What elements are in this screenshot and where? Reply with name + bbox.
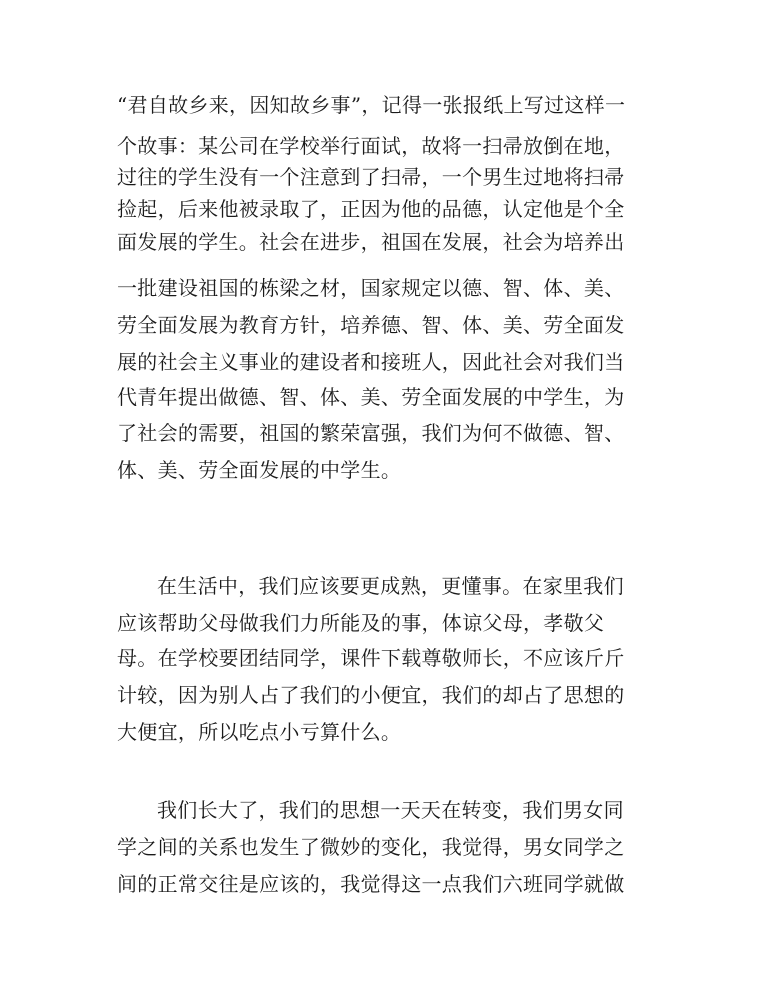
text-line: 一批建设祖国的栋梁之材，国家规定以德、智、体、美、	[117, 276, 625, 300]
text-line: 劳全面发展为教育方针，培养德、智、体、美、劳全面发	[117, 313, 625, 337]
text-line: 应该帮助父母做我们力所能及的事，体谅父母，孝敬父	[117, 611, 605, 635]
text-line: 大便宜，所以吃点小亏算什么。	[117, 720, 402, 744]
text-line: 捡起，后来他被录取了，正因为他的品德，认定他是个全	[117, 197, 625, 221]
text-line: “君自故乡来，因知故乡事”，记得一张报纸上写过这样一	[117, 93, 626, 117]
text-line: 面发展的学生。社会在进步，祖国在发展，社会为培养出	[117, 230, 625, 254]
text-line: 体、美、劳全面发展的中学生。	[117, 458, 402, 482]
text-line: 计较，因为别人占了我们的小便宜，我们的却占了思想的	[117, 683, 625, 707]
text-line: 个故事：某公司在学校举行面试，故将一扫帚放倒在地，	[117, 134, 625, 158]
text-line: 间的正常交往是应该的，我觉得这一点我们六班同学就做	[117, 872, 625, 896]
text-line: 母。在学校要团结同学，课件下载尊敬师长，不应该斤斤	[117, 646, 625, 670]
text-line: 我们长大了，我们的思想一天天在转变，我们男女同	[157, 798, 624, 822]
text-line: 在生活中，我们应该要更成熟，更懂事。在家里我们	[157, 574, 624, 598]
text-line: 学之间的关系也发生了微妙的变化，我觉得，男女同学之	[117, 835, 625, 859]
text-line: 代青年提出做德、智、体、美、劳全面发展的中学生，为	[117, 385, 625, 409]
text-line: 了社会的需要，祖国的繁荣富强，我们为何不做德、智、	[117, 421, 625, 445]
text-line: 过往的学生没有一个注意到了扫帚，一个男生过地将扫帚	[117, 165, 625, 189]
text-line: 展的社会主义事业的建设者和接班人，因此社会对我们当	[117, 350, 625, 374]
